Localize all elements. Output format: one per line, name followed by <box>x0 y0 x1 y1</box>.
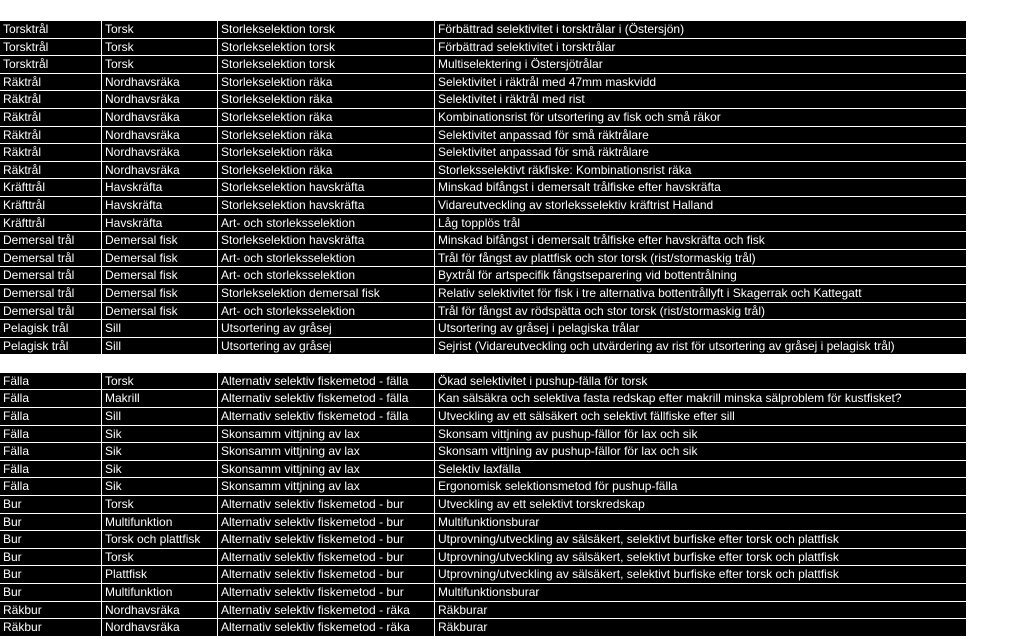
selection-type-cell[interactable]: Art- och storleksselektion <box>218 215 435 232</box>
table-row <box>0 56 966 74</box>
table-row <box>0 267 966 285</box>
selection-type-cell[interactable]: Alternativ selektiv fiskemetod - bur <box>218 566 435 583</box>
table-row <box>0 496 966 514</box>
selection-type-cell[interactable]: Alternativ selektiv fiskemetod - bur <box>218 531 435 548</box>
selection-type-cell[interactable]: Storlekselektion demersal fisk <box>218 285 435 302</box>
table-row <box>0 21 966 39</box>
selection-type-cell[interactable]: Skonsamm vittjning av lax <box>218 426 435 443</box>
gear-type-cell[interactable]: Fälla <box>0 373 102 390</box>
table-row <box>0 373 966 391</box>
species-cell[interactable]: Nordhavsräka <box>102 109 218 126</box>
gear-type-cell[interactable]: Demersal trål <box>0 303 102 320</box>
gear-type-cell[interactable]: Kräfttrål <box>0 179 102 196</box>
species-cell[interactable]: Torsk och plattfisk <box>102 531 218 548</box>
species-cell[interactable]: Demersal fisk <box>102 285 218 302</box>
gear-type-cell[interactable]: Fälla <box>0 443 102 460</box>
project-title-cell[interactable]: Ergonomisk selektionsmetod för pushup-fälla <box>438 479 678 494</box>
selection-type-cell[interactable]: Art- och storleksselektion <box>218 250 435 267</box>
project-title-cell[interactable]: Selektivitet i räktrål med 47mm maskvidd <box>438 74 657 89</box>
gear-type-cell[interactable]: Kräfttrål <box>0 215 102 232</box>
project-title-cell[interactable]: Utveckling av ett selektivt torskredskap <box>438 497 645 512</box>
species-cell[interactable]: Plattfisk <box>102 566 218 583</box>
species-cell[interactable]: Nordhavsräka <box>102 144 218 161</box>
species-cell[interactable]: Demersal fisk <box>102 303 218 320</box>
species-cell[interactable]: Demersal fisk <box>102 232 218 249</box>
gear-type-cell[interactable]: Fälla <box>0 426 102 443</box>
gear-type-cell[interactable]: Fälla <box>0 408 102 425</box>
gear-type-cell[interactable]: Räktrål <box>0 74 102 91</box>
selection-type-cell[interactable]: Storlekselektion torsk <box>218 56 435 73</box>
gear-type-cell[interactable]: Fälla <box>0 390 102 407</box>
selection-type-cell[interactable]: Alternativ selektiv fiskemetod - räka <box>218 602 435 619</box>
gear-type-cell[interactable]: Räktrål <box>0 91 102 108</box>
project-title-cell[interactable]: Ökad selektivitet i pushup-fälla för torsk <box>438 373 648 388</box>
gear-type-cell[interactable]: Räktrål <box>0 109 102 126</box>
gear-type-cell[interactable]: Fälla <box>0 461 102 478</box>
project-title-cell[interactable]: Räkburar <box>438 620 488 635</box>
species-cell[interactable]: Torsk <box>102 39 218 56</box>
selection-type-cell[interactable]: Skonsamm vittjning av lax <box>218 443 435 460</box>
table-row <box>0 531 966 549</box>
species-cell[interactable]: Makrill <box>102 390 218 407</box>
gear-type-cell[interactable]: Demersal trål <box>0 232 102 249</box>
species-cell[interactable]: Multifunktion <box>102 584 218 601</box>
species-cell[interactable]: Havskräfta <box>102 179 218 196</box>
table-row <box>0 144 966 162</box>
species-cell[interactable]: Torsk <box>102 56 218 73</box>
species-cell[interactable]: Sik <box>102 426 218 443</box>
project-title-cell[interactable]: Kombinationsrist för utsortering av fisk och små räkor <box>438 109 721 124</box>
project-title-cell[interactable]: Utprovning/utveckling av sälsäkert, selektivt burfiske efter torsk och plattfisk <box>438 549 839 564</box>
selection-type-cell[interactable]: Art- och storleksselektion <box>218 267 435 284</box>
selection-type-cell[interactable]: Alternativ selektiv fiskemetod - bur <box>218 496 435 513</box>
gear-type-cell[interactable]: Demersal trål <box>0 285 102 302</box>
selection-type-cell[interactable]: Art- och storleksselektion <box>218 303 435 320</box>
species-cell[interactable]: Torsk <box>102 549 218 566</box>
gear-type-cell[interactable]: Demersal trål <box>0 267 102 284</box>
species-cell[interactable]: Nordhavsräka <box>102 162 218 179</box>
spreadsheet-table <box>0 21 966 637</box>
selection-type-cell[interactable]: Storlekselektion räka <box>218 109 435 126</box>
project-title-cell[interactable]: Byxtrål för artspecifik fångstseparering vid bottentrålning <box>438 268 737 283</box>
table-row <box>0 390 966 408</box>
selection-type-cell[interactable]: Storlekselektion räka <box>218 162 435 179</box>
gear-type-cell[interactable]: Räktrål <box>0 127 102 144</box>
selection-type-cell[interactable]: Storlekselektion torsk <box>218 39 435 56</box>
table-row <box>0 197 966 215</box>
table-row <box>0 74 966 92</box>
table-row <box>0 514 966 532</box>
project-title-cell[interactable]: Trål för fångst av rödspätta och stor torsk (rist/stormaskig trål) <box>438 303 765 318</box>
project-title-cell[interactable]: Förbättrad selektivitet i torsktrålar i (Östersjön) <box>438 22 685 36</box>
selection-type-cell[interactable]: Storlekselektion havskräfta <box>218 197 435 214</box>
gear-type-cell[interactable]: Kräfttrål <box>0 197 102 214</box>
project-title-cell[interactable]: Selektiv laxfälla <box>438 461 521 476</box>
project-title-cell[interactable]: Multiselektering i Östersjötrålar <box>438 57 603 72</box>
gear-type-cell[interactable]: Räkbur <box>0 619 102 636</box>
gear-type-cell[interactable]: Bur <box>0 531 102 548</box>
selection-type-cell[interactable]: Storlekselektion torsk <box>218 21 435 38</box>
table-row <box>0 320 966 338</box>
species-cell[interactable]: Nordhavsräka <box>102 74 218 91</box>
table-row <box>0 91 966 109</box>
table-row <box>0 232 966 250</box>
project-title-cell[interactable]: Minskad bifångst i demersalt trålfiske efter havskräfta <box>438 180 721 195</box>
blank-row <box>0 355 966 373</box>
species-cell[interactable]: Nordhavsräka <box>102 127 218 144</box>
table-row <box>0 426 966 444</box>
project-title-cell[interactable]: Trål för fångst av plattfisk och stor torsk (rist/stormaskig trål) <box>438 250 756 265</box>
species-cell[interactable]: Sik <box>102 478 218 495</box>
species-cell[interactable]: Nordhavsräka <box>102 602 218 619</box>
species-cell[interactable]: Sill <box>102 338 218 355</box>
project-title-cell[interactable]: Räkburar <box>438 602 488 617</box>
species-cell[interactable]: Sill <box>102 320 218 337</box>
table-row <box>0 179 966 197</box>
species-cell[interactable]: Nordhavsräka <box>102 91 218 108</box>
selection-type-cell[interactable]: Utsortering av gråsej <box>218 338 435 355</box>
table-block-trawl <box>0 21 966 355</box>
selection-type-cell[interactable]: Storlekselektion havskräfta <box>218 179 435 196</box>
project-title-cell[interactable]: Storleksselektivt räkfiske: Kombinationsrist räka <box>438 162 692 177</box>
species-cell[interactable]: Nordhavsräka <box>102 619 218 636</box>
species-cell[interactable]: Demersal fisk <box>102 267 218 284</box>
table-row <box>0 303 966 321</box>
project-title-cell[interactable]: Utveckling av ett sälsäkert och selektivt fällfiske efter sill <box>438 409 735 424</box>
table-row <box>0 478 966 496</box>
gear-type-cell[interactable]: Fälla <box>0 478 102 495</box>
selection-type-cell[interactable]: Skonsamm vittjning av lax <box>218 461 435 478</box>
table-row <box>0 602 966 620</box>
project-title-cell[interactable]: Låg topplös trål <box>438 215 521 230</box>
project-title-cell[interactable]: Selektivitet anpassad för små räktrålare <box>438 145 649 160</box>
project-title-cell[interactable]: Selektivitet anpassad för små räktrålare <box>438 127 649 142</box>
project-title-cell[interactable]: Vidareutveckling av storleksselektiv kräftrist Halland <box>438 197 714 212</box>
selection-type-cell[interactable]: Storlekselektion räka <box>218 91 435 108</box>
gear-type-cell[interactable]: Torsktrål <box>0 21 102 38</box>
selection-type-cell[interactable]: Storlekselektion räka <box>218 144 435 161</box>
table-block-traps <box>0 373 966 637</box>
project-title-cell[interactable]: Sejrist (Vidareutveckling och utvärdering av rist för utsortering av gråsej i pelagisk trål) <box>438 338 895 353</box>
gear-type-cell[interactable]: Bur <box>0 514 102 531</box>
project-title-cell[interactable]: Multifunktionsburar <box>438 585 540 599</box>
gear-type-cell[interactable]: Räktrål <box>0 144 102 161</box>
selection-type-cell[interactable]: Storlekselektion räka <box>218 74 435 91</box>
gear-type-cell[interactable]: Bur <box>0 566 102 583</box>
species-cell[interactable]: Sik <box>102 443 218 460</box>
table-row <box>0 584 966 602</box>
selection-type-cell[interactable]: Alternativ selektiv fiskemetod - räka <box>218 619 435 636</box>
gear-type-cell[interactable]: Bur <box>0 549 102 566</box>
selection-type-cell[interactable]: Alternativ selektiv fiskemetod - bur <box>218 549 435 566</box>
selection-type-cell[interactable]: Alternativ selektiv fiskemetod - fälla <box>218 373 435 390</box>
species-cell[interactable]: Sik <box>102 461 218 478</box>
gear-type-cell[interactable]: Räktrål <box>0 162 102 179</box>
project-title-cell[interactable]: Utprovning/utveckling av sälsäkert, selektivt burfiske efter torsk och plattfisk <box>438 567 839 582</box>
project-title-cell[interactable]: Förbättrad selektivitet i torsktrålar <box>438 39 616 54</box>
table-row <box>0 127 966 145</box>
table-row <box>0 285 966 303</box>
table-row <box>0 39 966 57</box>
table-row <box>0 566 966 584</box>
selection-type-cell[interactable]: Alternativ selektiv fiskemetod - fälla <box>218 408 435 425</box>
table-row <box>0 408 966 426</box>
table-row <box>0 443 966 461</box>
project-title-cell[interactable]: Kan sälsäkra och selektiva fasta redskap efter makrill minska sälproblem för kustfisket? <box>438 391 902 406</box>
project-title-cell[interactable]: Relativ selektivitet för fisk i tre alternativa bottentrållyft i Skagerrak och Kattegatt <box>438 285 862 300</box>
selection-type-cell[interactable]: Utsortering av gråsej <box>218 320 435 337</box>
table-row <box>0 461 966 479</box>
table-row <box>0 162 966 180</box>
project-title-cell[interactable]: Selektivitet i räktrål med rist <box>438 92 585 107</box>
project-title-cell[interactable]: Multifunktionsburar <box>438 514 540 529</box>
gear-type-cell[interactable]: Torsktrål <box>0 56 102 73</box>
table-row <box>0 250 966 268</box>
gear-type-cell[interactable]: Demersal trål <box>0 250 102 267</box>
species-cell[interactable]: Torsk <box>102 496 218 513</box>
species-cell[interactable]: Multifunktion <box>102 514 218 531</box>
project-title-cell[interactable]: Utsortering av gråsej i pelagiska trålar <box>438 321 640 336</box>
selection-type-cell[interactable]: Storlekselektion havskräfta <box>218 232 435 249</box>
table-row <box>0 109 966 127</box>
selection-type-cell[interactable]: Alternativ selektiv fiskemetod - bur <box>218 584 435 601</box>
selection-type-cell[interactable]: Skonsamm vittjning av lax <box>218 478 435 495</box>
table-row <box>0 619 966 637</box>
species-cell[interactable]: Torsk <box>102 21 218 38</box>
species-cell[interactable]: Torsk <box>102 373 218 390</box>
selection-type-cell[interactable]: Alternativ selektiv fiskemetod - fälla <box>218 390 435 407</box>
gear-type-cell[interactable]: Pelagisk trål <box>0 320 102 337</box>
table-row <box>0 215 966 233</box>
table-row <box>0 549 966 567</box>
project-title-cell[interactable]: Skonsam vittjning av pushup-fällor för lax och sik <box>438 426 698 441</box>
species-cell[interactable]: Demersal fisk <box>102 250 218 267</box>
project-title-cell[interactable]: Skonsam vittjning av pushup-fällor för lax och sik <box>438 444 698 459</box>
species-cell[interactable]: Sill <box>102 408 218 425</box>
project-title-cell[interactable]: Utprovning/utveckling av sälsäkert, selektivt burfiske efter torsk och plattfisk <box>438 532 839 547</box>
species-cell[interactable]: Havskräfta <box>102 197 218 214</box>
gear-type-cell[interactable]: Torsktrål <box>0 39 102 56</box>
gear-type-cell[interactable]: Pelagisk trål <box>0 338 102 355</box>
project-title-cell[interactable]: Minskad bifångst i demersalt trålfiske efter havskräfta och fisk <box>438 233 765 248</box>
gear-type-cell[interactable]: Bur <box>0 584 102 601</box>
selection-type-cell[interactable]: Storlekselektion räka <box>218 127 435 144</box>
table-row <box>0 338 966 356</box>
gear-type-cell[interactable]: Bur <box>0 496 102 513</box>
selection-type-cell[interactable]: Alternativ selektiv fiskemetod - bur <box>218 514 435 531</box>
species-cell[interactable]: Havskräfta <box>102 215 218 232</box>
gear-type-cell[interactable]: Räkbur <box>0 602 102 619</box>
